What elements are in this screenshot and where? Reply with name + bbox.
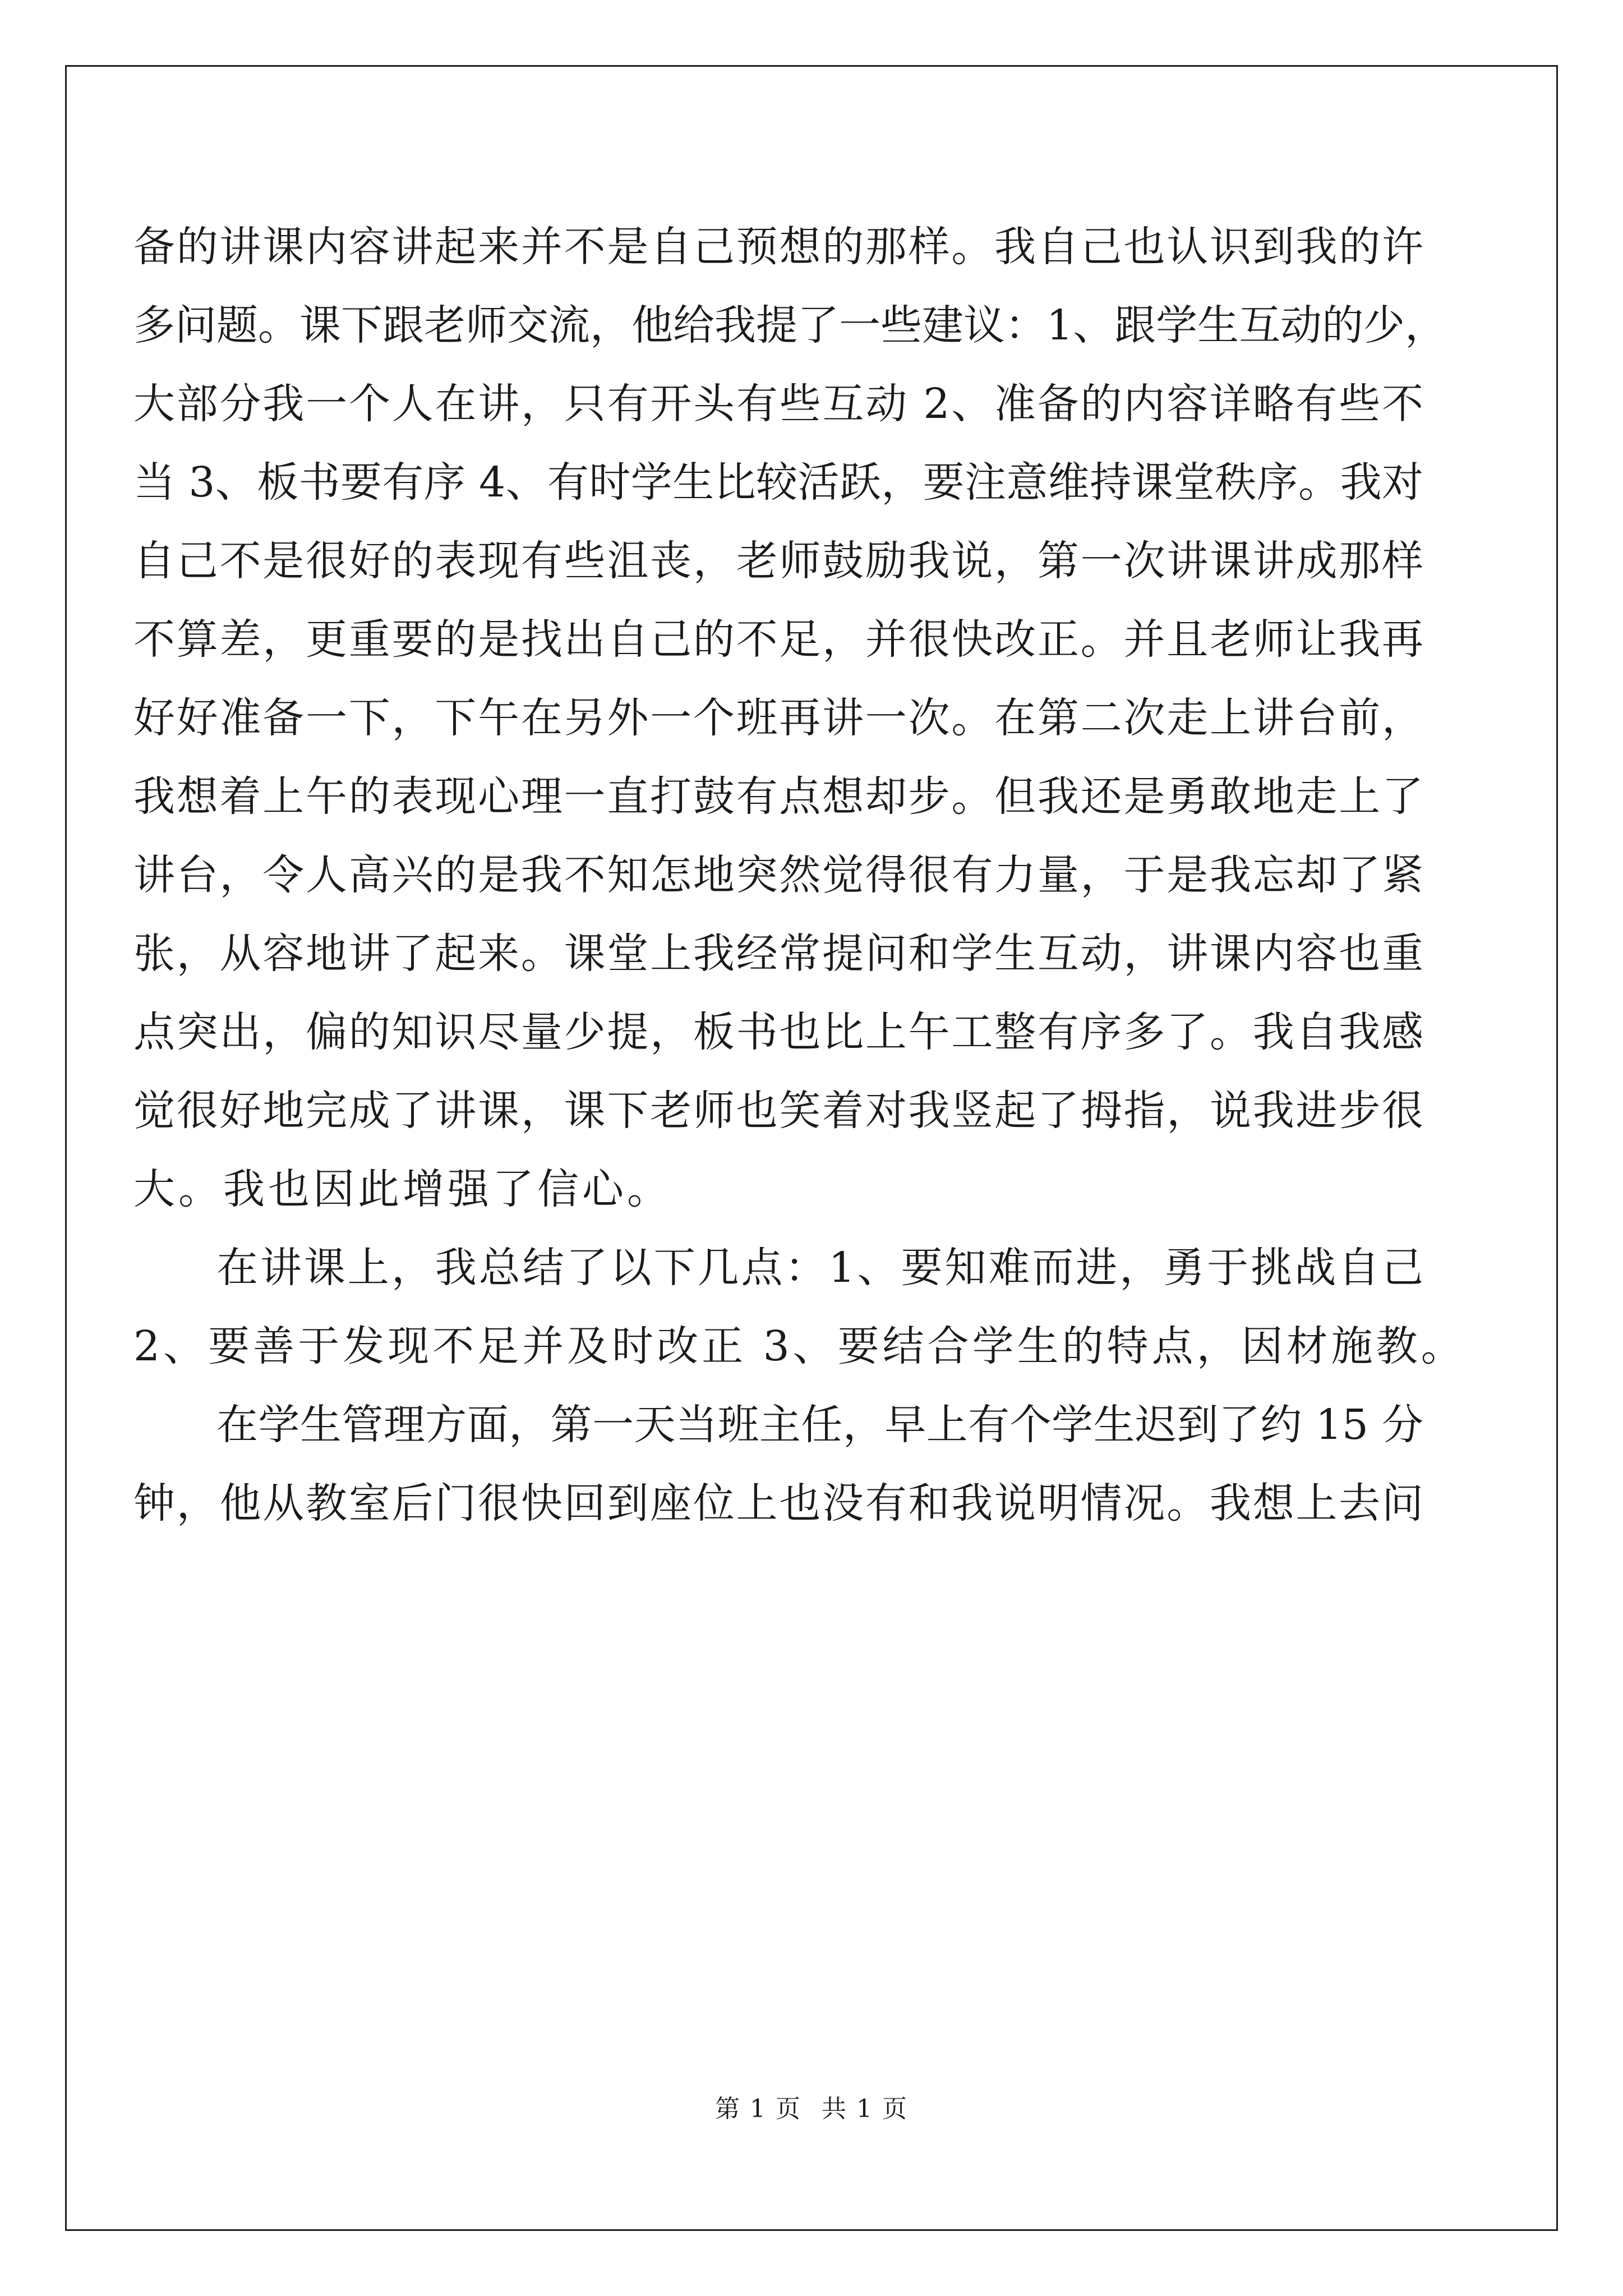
text-line: 2、要善于发现不足并及时改正 3、要结合学生的特点，因材施教。: [133, 1322, 1466, 1370]
text-line: 钟，他从教室后门很快回到座位上也没有和我说明情况。我想上去问: [133, 1479, 1423, 1527]
text-line: 备的讲课内容讲起来并不是自己预想的那样。我自己也认识到我的许: [133, 223, 1423, 271]
text-line: 好好准备一下，下午在另外一个班再讲一次。在第二次走上讲台前，: [133, 694, 1423, 742]
text-line: 多问题。课下跟老师交流，他给我提了一些建议：1、跟学生互动的少，: [133, 301, 1447, 349]
text-line: 讲台，令人高兴的是我不知怎地突然觉得很有力量，于是我忘却了紧: [133, 851, 1423, 899]
text-line: 张，从容地讲了起来。课堂上我经常提问和学生互动，讲课内容也重: [133, 930, 1423, 978]
page-number: 第 1 页: [715, 2095, 801, 2123]
page-count: 共 1 页: [822, 2095, 908, 2123]
text-line: 不算差，更重要的是找出自己的不足，并很快改正。并且老师让我再: [133, 615, 1423, 664]
text-line: 当 3、板书要有序 4、有时学生比较活跃，要注意维持课堂秩序。我对: [133, 458, 1423, 507]
text-line: 大。我也因此增强了信心。: [133, 1165, 672, 1213]
text-line: 点突出，偏的知识尽量少提，板书也比上午工整有序多了。我自我感: [133, 1008, 1423, 1056]
paragraph-first-line: 在讲课上，我总结了以下几点：1、要知难而进，勇于挑战自己: [216, 1244, 1423, 1292]
text-line: 我想着上午的表现心理一直打鼓有点想却步。但我还是勇敢地走上了: [133, 772, 1423, 821]
text-line: 自己不是很好的表现有些沮丧，老师鼓励我说，第一次讲课讲成那样: [133, 537, 1423, 585]
text-line: 大部分我一个人在讲，只有开头有些互动 2、准备的内容详略有些不: [133, 380, 1423, 428]
page-footer: [0, 2092, 1623, 2126]
text-line: 觉很好地完成了讲课，课下老师也笑着对我竖起了拇指，说我进步很: [133, 1087, 1423, 1135]
paragraph-first-line: 在学生管理方面，第一天当班主任，早上有个学生迟到了约 15 分: [216, 1401, 1423, 1449]
